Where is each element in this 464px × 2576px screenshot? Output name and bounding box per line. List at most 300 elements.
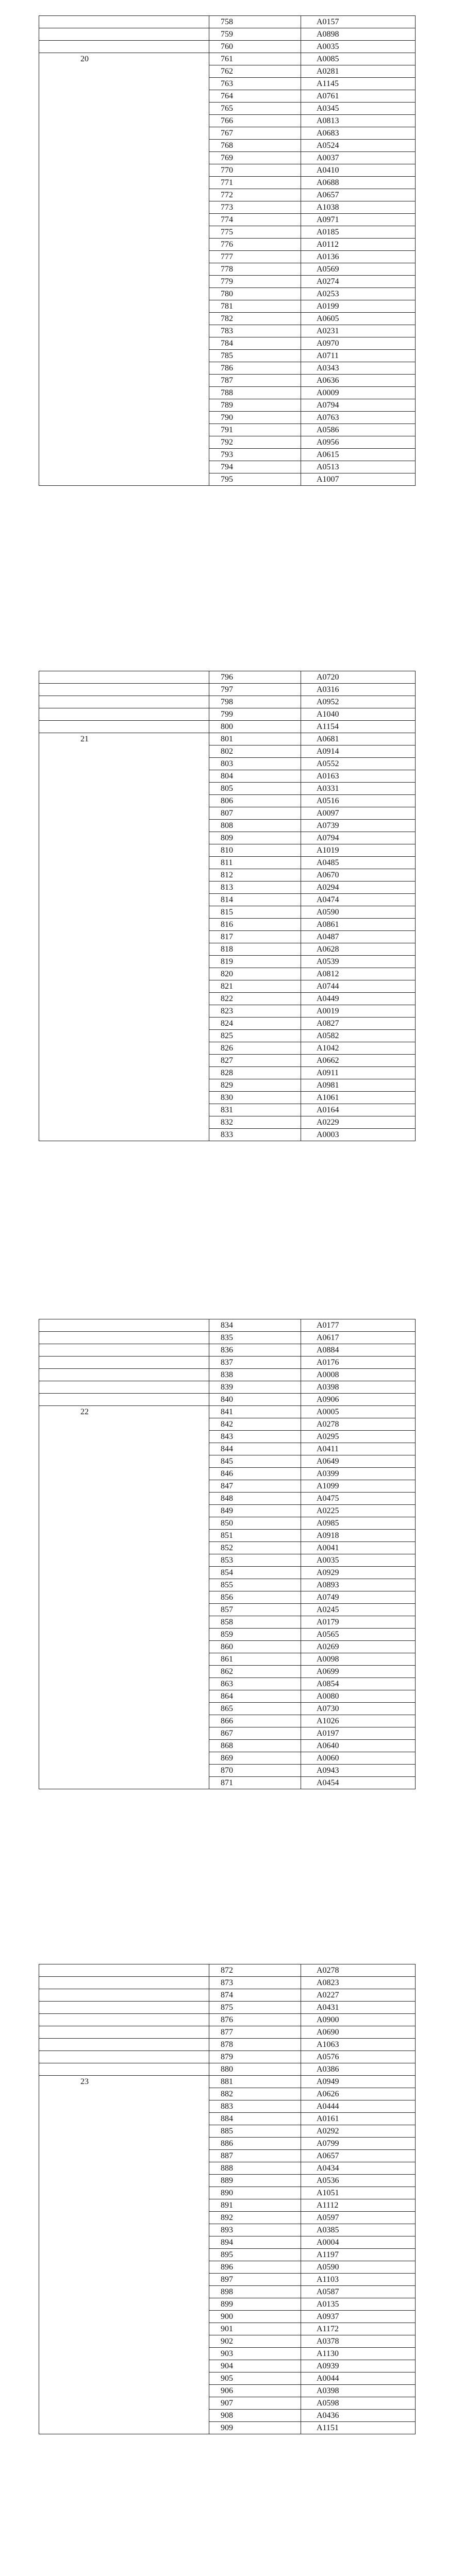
candidate-code: A0949: [301, 2076, 416, 2088]
candidate-code: A0274: [301, 276, 416, 288]
serial-number: 889: [209, 2175, 301, 2187]
serial-number: 783: [209, 325, 301, 337]
candidate-code: A0474: [301, 894, 416, 906]
table-row: [39, 1381, 416, 1394]
candidate-code: A0157: [301, 16, 416, 28]
serial-number: 884: [209, 2113, 301, 2125]
candidate-code: A0097: [301, 807, 416, 820]
serial-number: 800: [209, 721, 301, 733]
table-row: [39, 1394, 416, 1406]
candidate-code: A0861: [301, 919, 416, 931]
candidate-code: A0565: [301, 1629, 416, 1641]
serial-number: 859: [209, 1629, 301, 1641]
roster-table: [39, 671, 416, 1141]
serial-number: 903: [209, 2348, 301, 2360]
group-number: 21: [39, 733, 209, 1141]
serial-number: 909: [209, 2422, 301, 2434]
candidate-code: A0199: [301, 300, 416, 313]
candidate-code: A0744: [301, 980, 416, 993]
candidate-code: A0688: [301, 177, 416, 189]
serial-number: 785: [209, 350, 301, 362]
candidate-code: A0485: [301, 857, 416, 869]
candidate-code: A0827: [301, 1018, 416, 1030]
serial-number: 832: [209, 1116, 301, 1129]
candidate-code: A0444: [301, 2100, 416, 2113]
serial-number: 891: [209, 2199, 301, 2212]
serial-number: 888: [209, 2162, 301, 2175]
serial-number: 855: [209, 1579, 301, 1591]
group-cell-empty: [39, 684, 209, 696]
serial-number: 806: [209, 795, 301, 807]
candidate-code: A0454: [301, 1777, 416, 1789]
candidate-code: A0253: [301, 288, 416, 300]
candidate-code: A0112: [301, 239, 416, 251]
serial-number: 784: [209, 337, 301, 350]
group-cell-empty: [39, 2026, 209, 2039]
serial-number: 906: [209, 2385, 301, 2397]
serial-number: 871: [209, 1777, 301, 1789]
candidate-code: A0035: [301, 41, 416, 53]
candidate-code: A0906: [301, 1394, 416, 1406]
serial-number: 881: [209, 2076, 301, 2088]
candidate-code: A0295: [301, 1431, 416, 1443]
candidate-code: A0605: [301, 313, 416, 325]
table-row: [39, 2063, 416, 2076]
serial-number: 803: [209, 758, 301, 770]
candidate-code: A1172: [301, 2323, 416, 2335]
serial-number: 838: [209, 1369, 301, 1381]
candidate-code: A0197: [301, 1727, 416, 1740]
candidate-code: A0035: [301, 1554, 416, 1567]
serial-number: 882: [209, 2088, 301, 2100]
candidate-code: A0179: [301, 1616, 416, 1629]
table-row: [39, 671, 416, 684]
candidate-code: A1042: [301, 1042, 416, 1055]
candidate-code: A0098: [301, 1653, 416, 1666]
serial-number: 851: [209, 1530, 301, 1542]
serial-number: 815: [209, 906, 301, 919]
serial-number: 770: [209, 164, 301, 177]
serial-number: 795: [209, 473, 301, 486]
group-cell-empty: [39, 1977, 209, 1989]
candidate-code: A0617: [301, 1332, 416, 1344]
serial-number: 836: [209, 1344, 301, 1357]
candidate-code: A0598: [301, 2397, 416, 2410]
serial-number: 793: [209, 449, 301, 461]
candidate-code: A0343: [301, 362, 416, 375]
serial-number: 852: [209, 1542, 301, 1554]
candidate-code: A0900: [301, 2014, 416, 2026]
candidate-code: A1051: [301, 2187, 416, 2199]
candidate-code: A0640: [301, 1740, 416, 1752]
serial-number: 825: [209, 1030, 301, 1042]
candidate-code: A0898: [301, 28, 416, 41]
serial-number: 810: [209, 844, 301, 857]
serial-number: 854: [209, 1567, 301, 1579]
candidate-code: A0985: [301, 1517, 416, 1530]
serial-number: 847: [209, 1480, 301, 1493]
serial-number: 862: [209, 1666, 301, 1678]
table-row: [39, 1406, 416, 1418]
table-row: [39, 2039, 416, 2051]
table-row: [39, 1332, 416, 1344]
group-cell-empty: [39, 1357, 209, 1369]
candidate-code: A0649: [301, 1455, 416, 1468]
serial-number: 791: [209, 424, 301, 436]
candidate-code: A1026: [301, 1715, 416, 1727]
serial-number: 840: [209, 1394, 301, 1406]
candidate-code: A1112: [301, 2199, 416, 2212]
candidate-code: A0434: [301, 2162, 416, 2175]
serial-number: 765: [209, 103, 301, 115]
candidate-code: A0044: [301, 2372, 416, 2385]
serial-number: 850: [209, 1517, 301, 1530]
candidate-code: A0281: [301, 65, 416, 78]
group-cell-empty: [39, 1332, 209, 1344]
serial-number: 908: [209, 2410, 301, 2422]
candidate-code: A0720: [301, 671, 416, 684]
serial-number: 868: [209, 1740, 301, 1752]
serial-number: 876: [209, 2014, 301, 2026]
serial-number: 867: [209, 1727, 301, 1740]
serial-number: 763: [209, 78, 301, 90]
candidate-code: A0893: [301, 1579, 416, 1591]
candidate-code: A1103: [301, 2274, 416, 2286]
serial-number: 818: [209, 943, 301, 956]
candidate-code: A1197: [301, 2249, 416, 2261]
serial-number: 857: [209, 1604, 301, 1616]
serial-number: 845: [209, 1455, 301, 1468]
candidate-code: A0231: [301, 325, 416, 337]
candidate-code: A0294: [301, 882, 416, 894]
group-number: 23: [39, 2076, 209, 2434]
group-cell-empty: [39, 2051, 209, 2063]
candidate-code: A0019: [301, 1005, 416, 1018]
candidate-code: A0690: [301, 2026, 416, 2039]
serial-number: 812: [209, 869, 301, 882]
serial-number: 837: [209, 1357, 301, 1369]
candidate-code: A0516: [301, 795, 416, 807]
candidate-code: A0229: [301, 1116, 416, 1129]
group-cell-empty: [39, 671, 209, 684]
group-cell-empty: [39, 1989, 209, 2002]
candidate-code: A0436: [301, 2410, 416, 2422]
candidate-code: A0761: [301, 90, 416, 103]
serial-number: 789: [209, 399, 301, 412]
serial-number: 856: [209, 1591, 301, 1604]
table-row: [39, 1357, 416, 1369]
candidate-code: A0475: [301, 1493, 416, 1505]
candidate-code: A1151: [301, 2422, 416, 2434]
candidate-code: A0628: [301, 943, 416, 956]
serial-number: 804: [209, 770, 301, 783]
serial-number: 875: [209, 2002, 301, 2014]
candidate-code: A0590: [301, 906, 416, 919]
serial-number: 895: [209, 2249, 301, 2261]
serial-number: 805: [209, 783, 301, 795]
candidate-code: A0398: [301, 1381, 416, 1394]
group-cell-empty: [39, 721, 209, 733]
serial-number: 773: [209, 201, 301, 214]
candidate-code: A0292: [301, 2125, 416, 2138]
candidate-code: A0799: [301, 2138, 416, 2150]
candidate-code: A0539: [301, 956, 416, 968]
table-row: [39, 733, 416, 745]
table-row: [39, 1977, 416, 1989]
candidate-code: A0487: [301, 931, 416, 943]
group-cell-empty: [39, 708, 209, 721]
serial-number: 827: [209, 1055, 301, 1067]
candidate-code: A0278: [301, 1418, 416, 1431]
serial-number: 816: [209, 919, 301, 931]
candidate-code: A0398: [301, 2385, 416, 2397]
serial-number: 885: [209, 2125, 301, 2138]
serial-number: 866: [209, 1715, 301, 1727]
candidate-code: A0739: [301, 820, 416, 832]
candidate-code: A0008: [301, 1369, 416, 1381]
serial-number: 799: [209, 708, 301, 721]
serial-number: 894: [209, 2236, 301, 2249]
candidate-code: A0378: [301, 2335, 416, 2348]
candidate-code: A0854: [301, 1678, 416, 1690]
serial-number: 796: [209, 671, 301, 684]
group-cell-empty: [39, 1344, 209, 1357]
table-row: [39, 1369, 416, 1381]
table-row: [39, 1989, 416, 2002]
serial-number: 848: [209, 1493, 301, 1505]
serial-number: 902: [209, 2335, 301, 2348]
candidate-code: A0005: [301, 1406, 416, 1418]
serial-number: 883: [209, 2100, 301, 2113]
serial-number: 808: [209, 820, 301, 832]
group-cell-empty: [39, 1394, 209, 1406]
serial-number: 771: [209, 177, 301, 189]
candidate-code: A0399: [301, 1468, 416, 1480]
candidate-code: A0911: [301, 1067, 416, 1079]
serial-number: 870: [209, 1765, 301, 1777]
candidate-code: A0431: [301, 2002, 416, 2014]
candidate-code: A0569: [301, 263, 416, 276]
candidate-code: A0918: [301, 1530, 416, 1542]
table-row: [39, 1344, 416, 1357]
candidate-code: A0041: [301, 1542, 416, 1554]
candidate-code: A0085: [301, 53, 416, 65]
candidate-code: A1063: [301, 2039, 416, 2051]
candidate-code: A0003: [301, 1129, 416, 1141]
candidate-code: A0823: [301, 1977, 416, 1989]
candidate-code: A0177: [301, 1319, 416, 1332]
candidate-code: A0590: [301, 2261, 416, 2274]
candidate-code: A0176: [301, 1357, 416, 1369]
serial-number: 822: [209, 993, 301, 1005]
candidate-code: A1145: [301, 78, 416, 90]
serial-number: 861: [209, 1653, 301, 1666]
serial-number: 897: [209, 2274, 301, 2286]
group-cell-empty: [39, 28, 209, 41]
serial-number: 769: [209, 152, 301, 164]
candidate-code: A1154: [301, 721, 416, 733]
table-row: [39, 53, 416, 65]
candidate-code: A0937: [301, 2311, 416, 2323]
serial-number: 834: [209, 1319, 301, 1332]
candidate-code: A1061: [301, 1092, 416, 1104]
serial-number: 792: [209, 436, 301, 449]
serial-number: 759: [209, 28, 301, 41]
roster-table: [39, 1964, 416, 2434]
candidate-code: A1038: [301, 201, 416, 214]
serial-number: 764: [209, 90, 301, 103]
table-row: [39, 1319, 416, 1332]
serial-number: 761: [209, 53, 301, 65]
candidate-code: A0536: [301, 2175, 416, 2187]
group-cell-empty: [39, 16, 209, 28]
group-cell-empty: [39, 2063, 209, 2076]
serial-number: 898: [209, 2286, 301, 2298]
group-cell-empty: [39, 41, 209, 53]
serial-number: 801: [209, 733, 301, 745]
candidate-code: A0939: [301, 2360, 416, 2372]
serial-number: 821: [209, 980, 301, 993]
candidate-code: A0227: [301, 1989, 416, 2002]
serial-number: 760: [209, 41, 301, 53]
candidate-code: A0636: [301, 375, 416, 387]
candidate-code: A0385: [301, 2224, 416, 2236]
serial-number: 887: [209, 2150, 301, 2162]
serial-number: 817: [209, 931, 301, 943]
candidate-code: A0763: [301, 412, 416, 424]
serial-number: 863: [209, 1678, 301, 1690]
serial-number: 904: [209, 2360, 301, 2372]
candidate-code: A1007: [301, 473, 416, 486]
candidate-code: A0657: [301, 189, 416, 201]
group-cell-empty: [39, 1319, 209, 1332]
serial-number: 820: [209, 968, 301, 980]
candidate-code: A0981: [301, 1079, 416, 1092]
serial-number: 778: [209, 263, 301, 276]
table-row: [39, 2014, 416, 2026]
candidate-code: A0749: [301, 1591, 416, 1604]
serial-number: 841: [209, 1406, 301, 1418]
serial-number: 798: [209, 696, 301, 708]
candidate-code: A0662: [301, 1055, 416, 1067]
serial-number: 807: [209, 807, 301, 820]
candidate-code: A0681: [301, 733, 416, 745]
candidate-code: A0449: [301, 993, 416, 1005]
candidate-code: A0812: [301, 968, 416, 980]
serial-number: 772: [209, 189, 301, 201]
candidate-code: A0929: [301, 1567, 416, 1579]
serial-number: 828: [209, 1067, 301, 1079]
group-cell-empty: [39, 1381, 209, 1394]
candidate-code: A0164: [301, 1104, 416, 1116]
serial-number: 768: [209, 140, 301, 152]
table-row: [39, 2051, 416, 2063]
serial-number: 886: [209, 2138, 301, 2150]
candidate-code: A0163: [301, 770, 416, 783]
serial-number: 890: [209, 2187, 301, 2199]
table-row: [39, 41, 416, 53]
serial-number: 839: [209, 1381, 301, 1394]
table-row: [39, 2002, 416, 2014]
group-number: 20: [39, 53, 209, 486]
serial-number: 846: [209, 1468, 301, 1480]
serial-number: 905: [209, 2372, 301, 2385]
serial-number: 781: [209, 300, 301, 313]
candidate-code: A1019: [301, 844, 416, 857]
candidate-code: A0411: [301, 1443, 416, 1455]
serial-number: 830: [209, 1092, 301, 1104]
serial-number: 797: [209, 684, 301, 696]
candidate-code: A0943: [301, 1765, 416, 1777]
serial-number: 819: [209, 956, 301, 968]
candidate-code: A0597: [301, 2212, 416, 2224]
serial-number: 865: [209, 1703, 301, 1715]
candidate-code: A0956: [301, 436, 416, 449]
candidate-code: A0576: [301, 2051, 416, 2063]
candidate-code: A0582: [301, 1030, 416, 1042]
serial-number: 787: [209, 375, 301, 387]
group-cell-empty: [39, 696, 209, 708]
candidate-code: A1099: [301, 1480, 416, 1493]
serial-number: 758: [209, 16, 301, 28]
table-row: [39, 2026, 416, 2039]
serial-number: 788: [209, 387, 301, 399]
serial-number: 813: [209, 882, 301, 894]
candidate-code: A0136: [301, 251, 416, 263]
serial-number: 762: [209, 65, 301, 78]
serial-number: 873: [209, 1977, 301, 1989]
candidate-code: A0410: [301, 164, 416, 177]
table-row: [39, 2076, 416, 2088]
serial-number: 853: [209, 1554, 301, 1567]
serial-number: 774: [209, 214, 301, 226]
serial-number: 831: [209, 1104, 301, 1116]
candidate-code: A0615: [301, 449, 416, 461]
serial-number: 809: [209, 832, 301, 844]
serial-number: 833: [209, 1129, 301, 1141]
table-row: [39, 16, 416, 28]
candidate-code: A0316: [301, 684, 416, 696]
candidate-code: A0345: [301, 103, 416, 115]
candidate-code: A0245: [301, 1604, 416, 1616]
candidate-code: A0161: [301, 2113, 416, 2125]
candidate-code: A0552: [301, 758, 416, 770]
candidate-code: A0586: [301, 424, 416, 436]
serial-number: 872: [209, 1964, 301, 1977]
serial-number: 877: [209, 2026, 301, 2039]
candidate-code: A0626: [301, 2088, 416, 2100]
candidate-code: A0794: [301, 832, 416, 844]
candidate-code: A0971: [301, 214, 416, 226]
serial-number: 843: [209, 1431, 301, 1443]
serial-number: 864: [209, 1690, 301, 1703]
candidate-code: A0730: [301, 1703, 416, 1715]
candidate-code: A0060: [301, 1752, 416, 1765]
candidate-code: A0670: [301, 869, 416, 882]
serial-number: 874: [209, 1989, 301, 2002]
candidate-code: A0914: [301, 745, 416, 758]
candidate-code: A0225: [301, 1505, 416, 1517]
table-row: [39, 28, 416, 41]
serial-number: 892: [209, 2212, 301, 2224]
candidate-code: A0386: [301, 2063, 416, 2076]
candidate-code: A0587: [301, 2286, 416, 2298]
serial-number: 869: [209, 1752, 301, 1765]
candidate-code: A1130: [301, 2348, 416, 2360]
serial-number: 860: [209, 1641, 301, 1653]
serial-number: 858: [209, 1616, 301, 1629]
candidate-code: A0135: [301, 2298, 416, 2311]
